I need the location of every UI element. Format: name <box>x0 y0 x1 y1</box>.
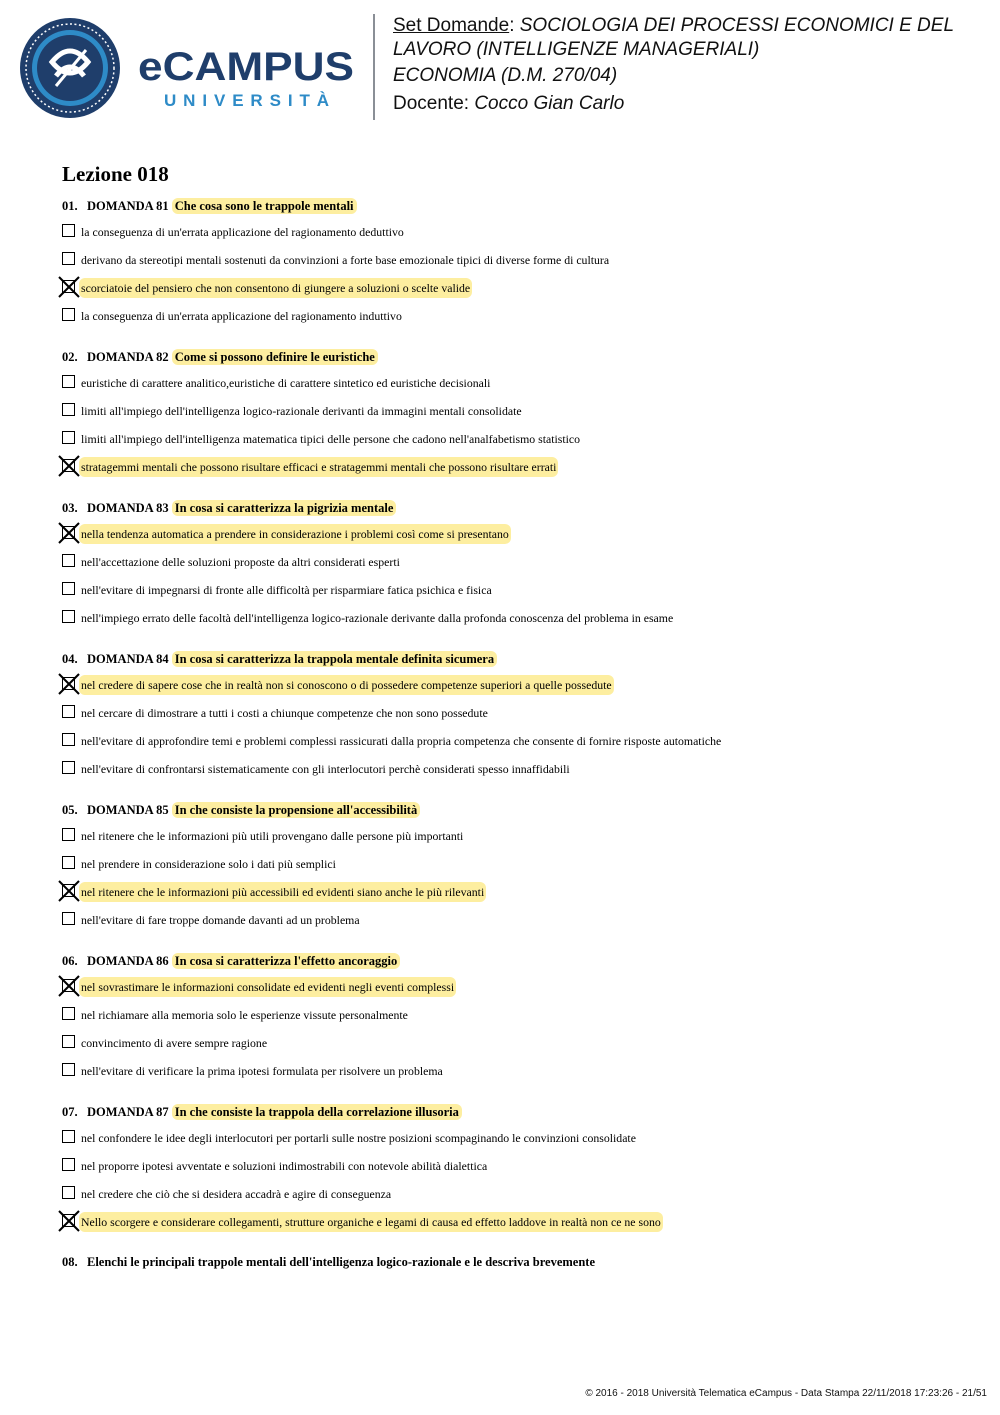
set-label-colon: : <box>509 15 520 36</box>
question-number: 08. <box>62 1255 78 1269</box>
checkbox[interactable] <box>62 431 75 444</box>
logo-main-text: eCAMPUS <box>138 45 354 89</box>
checkbox[interactable] <box>62 1063 75 1076</box>
page-footer: © 2016 - 2018 Università Telematica eCampus - Data Stampa 22/11/2018 17:23:26 - 21/51 <box>585 1388 987 1399</box>
answer-text-correct: Nello scorgere e considerare collegamenti, strutture organiche e legami di causa ed effetto laddove in realtà non ce ne sono <box>79 1212 663 1232</box>
question-heading <box>62 800 420 820</box>
answer-text-correct: nel ritenere che le informazioni più accessibili ed evidenti siano anche le più rilevanti <box>79 882 486 902</box>
check-cross-icon <box>58 975 80 997</box>
teacher-line <box>393 92 993 116</box>
checkbox[interactable] <box>62 610 75 623</box>
checkbox[interactable] <box>62 375 75 388</box>
checkbox[interactable] <box>62 1130 75 1143</box>
question-number: 05. <box>62 803 78 817</box>
question-number: 03. <box>62 501 78 515</box>
course-header <box>393 14 993 116</box>
question-prefix: DOMANDA 82 <box>87 350 169 364</box>
ecampus-emblem-icon <box>20 18 120 118</box>
answer-text: nell'impiego errato delle facoltà dell'intelligenza logico-razionale derivante dalla profonda conoscenza del problema in esame <box>81 611 674 625</box>
question-number: 06. <box>62 954 78 968</box>
question-text: In cosa si caratterizza la pigrizia mentale <box>172 500 397 516</box>
question-number: 02. <box>62 350 78 364</box>
answer-text: nel prendere in considerazione solo i dati più semplici <box>81 857 336 871</box>
course-title-line-2 <box>393 38 993 62</box>
check-cross-icon <box>58 1210 80 1232</box>
question-text: In che consiste la trappola della correlazione illusoria <box>172 1104 462 1120</box>
degree: ECONOMIA (D.M. 270/04) <box>393 65 618 86</box>
checkbox[interactable] <box>62 856 75 869</box>
question-text: In cosa si caratterizza la trappola mentale definita sicumera <box>172 651 497 667</box>
course-title-2: LAVORO (INTELLIGENZE MANAGERIALI) <box>393 39 760 60</box>
answer-text-correct: nella tendenza automatica a prendere in considerazione i problemi così come si presentano <box>79 524 511 544</box>
set-label: Set Domande <box>393 15 510 36</box>
question-text: Che cosa sono le trappole mentali <box>172 198 357 214</box>
checkbox[interactable] <box>62 403 75 416</box>
answer-text: euristiche di carattere analitico,euristiche di carattere sintetico ed euristiche decisionali <box>81 376 491 390</box>
teacher-name: Cocco Gian Carlo <box>474 93 625 114</box>
checkbox[interactable] <box>62 224 75 237</box>
check-cross-icon <box>58 673 80 695</box>
question-heading <box>62 498 396 518</box>
question-heading <box>62 196 357 216</box>
question-prefix: DOMANDA 81 <box>87 199 169 213</box>
answer-text: nell'accettazione delle soluzioni proposte da altri considerati esperti <box>81 555 400 569</box>
answer-text: la conseguenza di un'errata applicazione del ragionamento deduttivo <box>81 225 404 239</box>
question-heading <box>62 951 400 971</box>
check-cross-icon <box>58 455 80 477</box>
question-text: Come si possono definire le euristiche <box>172 349 378 365</box>
checkbox[interactable] <box>62 252 75 265</box>
answer-text: nell'evitare di confrontarsi sistematicamente con gli interlocutori perchè considerati spesso innaffidabili <box>81 762 570 776</box>
header-divider <box>373 14 375 120</box>
question-number: 04. <box>62 652 78 666</box>
answer-text-correct: stratagemmi mentali che possono risultare efficaci e stratagemmi mentali che possono risultare errati <box>79 457 558 477</box>
question-prefix: DOMANDA 86 <box>87 954 169 968</box>
question-heading <box>62 1102 462 1122</box>
teacher-label: Docente: <box>393 93 470 114</box>
check-cross-icon <box>58 276 80 298</box>
ecampus-logo <box>14 14 359 120</box>
question-heading <box>62 649 497 669</box>
course-title-1: SOCIOLOGIA DEI PROCESSI ECONOMICI E DEL <box>519 15 955 36</box>
check-cross-icon <box>58 880 80 902</box>
checkbox[interactable] <box>62 308 75 321</box>
question-prefix: DOMANDA 84 <box>87 652 169 666</box>
answer-text: nel proporre ipotesi avventate e soluzioni indimostrabili con notevole abilità dialettica <box>81 1159 488 1173</box>
checkbox[interactable] <box>62 761 75 774</box>
answer-text: nell'evitare di impegnarsi di fronte alle difficoltà per risparmiare fatica psichica e fisica <box>81 583 492 597</box>
question-prefix: DOMANDA 83 <box>87 501 169 515</box>
answer-text: limiti all'impiego dell'intelligenza logico-razionale derivanti da immagini mentali consolidate <box>81 404 522 418</box>
checkbox[interactable] <box>62 828 75 841</box>
answer-text: la conseguenza di un'errata applicazione del ragionamento induttivo <box>81 309 402 323</box>
answer-text: nel richiamare alla memoria solo le esperienze vissute personalmente <box>81 1008 408 1022</box>
open-question <box>62 1252 595 1272</box>
answer-text: nel cercare di dimostrare a tutti i costi a chiunque competenze che non sono possedute <box>81 706 488 720</box>
question-prefix: DOMANDA 85 <box>87 803 169 817</box>
checkbox[interactable] <box>62 554 75 567</box>
checkbox[interactable] <box>62 1035 75 1048</box>
logo-sub-text: UNIVERSITÀ <box>164 91 329 110</box>
checkbox[interactable] <box>62 705 75 718</box>
answer-text: nel ritenere che le informazioni più utili provengano dalle persone più importanti <box>81 829 464 843</box>
checkbox[interactable] <box>62 1158 75 1171</box>
answer-text: derivano da stereotipi mentali sostenuti da convinzioni a forte base emozionale tipici di diverse forme di cultura <box>81 253 610 267</box>
question-prefix: DOMANDA 87 <box>87 1105 169 1119</box>
question-number: 01. <box>62 199 78 213</box>
question-text: In che consiste la propensione all'accessibilità <box>172 802 421 818</box>
answer-text: nell'evitare di approfondire temi e problemi complessi rassicurati dalla propria competenza che consente di fornire risposte automatiche <box>81 734 722 748</box>
lesson-title: Lezione 018 <box>62 162 169 186</box>
checkbox[interactable] <box>62 1186 75 1199</box>
checkbox[interactable] <box>62 912 75 925</box>
degree-line <box>393 64 993 88</box>
checkbox[interactable] <box>62 733 75 746</box>
answer-text: nell'evitare di verificare la prima ipotesi formulata per risolvere un problema <box>81 1064 443 1078</box>
answer-text: nell'evitare di fare troppe domande davanti ad un problema <box>81 913 360 927</box>
open-question-text: Elenchi le principali trappole mentali dell'intelligenza logico-razionale e le descriva brevemente <box>87 1255 596 1269</box>
checkbox[interactable] <box>62 1007 75 1020</box>
course-title-line-1 <box>393 14 993 38</box>
answer-text-correct: scorciatoie del pensiero che non consentono di giungere a soluzioni o scelte valide <box>79 278 472 298</box>
question-heading <box>62 347 378 367</box>
answer-text: nel credere che ciò che si desidera accadrà e agire di conseguenza <box>81 1187 392 1201</box>
question-number: 07. <box>62 1105 78 1119</box>
answer-text: nel confondere le idee degli interlocutori per portarli sulle nostre posizioni scompaginando le convinzioni consolidate <box>81 1131 636 1145</box>
answer-text-correct: nel sovrastimare le informazioni consolidate ed evidenti negli eventi complessi <box>79 977 456 997</box>
answer-text-correct: nel credere di sapere cose che in realtà non si conoscono o di possedere competenze superiori a quelle possedute <box>79 675 614 695</box>
check-cross-icon <box>58 522 80 544</box>
question-text: In cosa si caratterizza l'effetto ancoraggio <box>172 953 401 969</box>
checkbox[interactable] <box>62 582 75 595</box>
answer-text: limiti all'impiego dell'intelligenza matematica tipici delle persone che cadono nell'analfabetismo statistico <box>81 432 581 446</box>
answer-text: convincimento di avere sempre ragione <box>81 1036 268 1050</box>
